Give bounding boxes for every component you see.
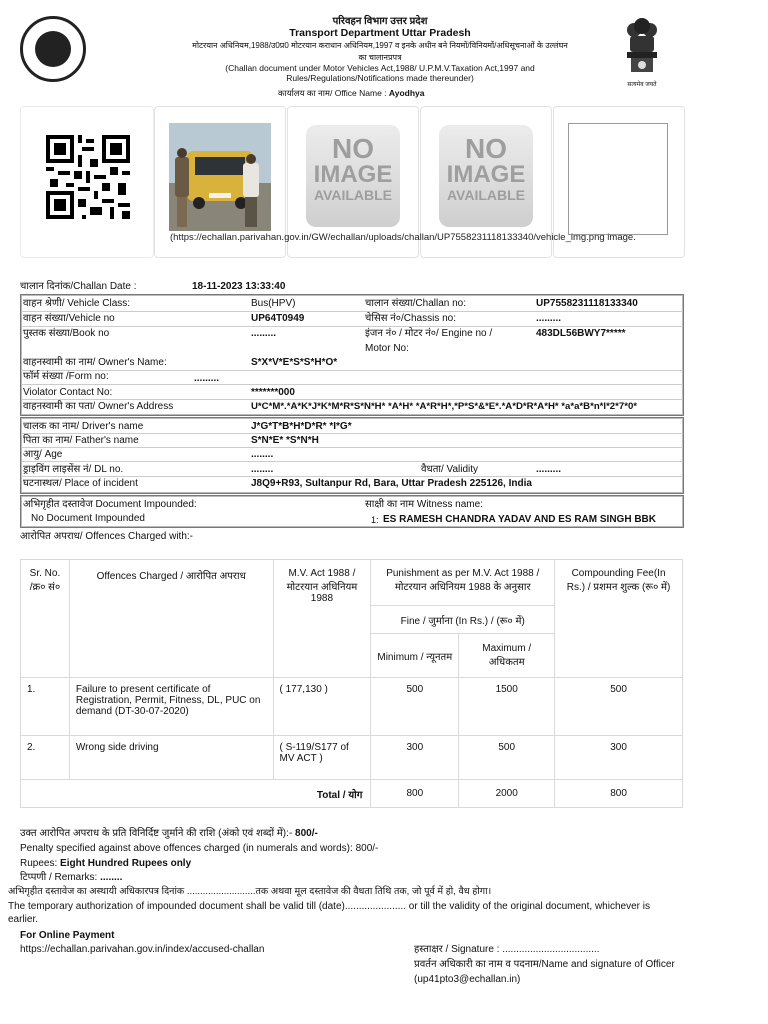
father-name-label: पिता का नाम/ Father's name	[23, 435, 139, 446]
rupees-value: Eight Hundred Rupees only	[60, 858, 192, 869]
header-compounding: Compounding Fee(In Rs.) / प्रशमन शुल्क (रू० में)	[555, 560, 683, 678]
owner-name-value: S*X*V*E*S*S*H*O*	[251, 357, 338, 368]
row-max: 500	[459, 736, 555, 780]
office-name-row	[278, 88, 425, 99]
total-comp: 800	[555, 780, 683, 808]
qr-code-icon	[46, 133, 130, 221]
vehicle-photo	[169, 123, 271, 231]
office-label: कार्यालय का नाम/ Office Name :	[278, 88, 387, 98]
form-no-value: .........	[194, 373, 220, 384]
challan-date-value: 18-11-2023 13:33:40	[192, 281, 286, 292]
document-impounded-label: अभिगृहीत दस्तावेज Document Impounded:	[23, 499, 197, 510]
header-line-3: (Challan document under Motor Vehicles Act,1988/ U.P.M.V.Taxation Act,1997 and	[225, 63, 535, 73]
header-maximum: Maximum / अधिकतम	[459, 634, 555, 678]
officer-email: (up41pto3@echallan.in)	[414, 974, 521, 985]
validity-label: वैधता/ Validity	[421, 464, 479, 475]
table-row	[21, 736, 683, 780]
driver-name-value: J*G*T*B*H*D*R* *I*G*	[251, 421, 352, 432]
total-min: 800	[371, 780, 459, 808]
header-minimum: Minimum / न्यूनतम	[371, 634, 459, 678]
age-value: ........	[251, 449, 274, 460]
row-offence: Failure to present certificate of Registration, Permit, Fitness, DL, PUC on demand (DT-30-07-2020)	[69, 678, 273, 736]
chassis-value: .........	[536, 313, 562, 324]
owner-name-label: वाहनस्वामी का नाम/ Owner's Name:	[23, 357, 167, 368]
vehicle-details-box	[20, 294, 684, 416]
header-act: M.V. Act 1988 / मोटरयान अधिनियम 1988	[273, 560, 371, 678]
online-payment-title: For Online Payment	[20, 930, 115, 941]
rupees-row	[20, 858, 191, 870]
penalty-hindi-value: 800/-	[295, 828, 318, 839]
engine-no-value: 483DL56BWY7*****	[536, 328, 626, 339]
header-fine: Fine / जुर्माना (In Rs.) / (रू० में)	[371, 606, 555, 634]
national-emblem-icon	[622, 16, 662, 90]
contact-value: *******000	[251, 387, 295, 398]
contact-label: Violator Contact No:	[23, 387, 113, 398]
header-line-1: मोटरयान अधिनियम,1988/उ0प्र0 मोटरयान कराधान अधिनियम,1997 व इनके अधीन बने नियमों/विनियमों/अधिसूचनाओं के उल्लंघन	[192, 41, 568, 50]
penalty-english: Penalty specified against above offences charged (in numerals and words): 800/-	[20, 843, 379, 854]
penalty-hindi-row	[20, 828, 318, 840]
witness-label: साक्षी का नाम Witness name:	[365, 499, 483, 510]
remarks-value: ........	[100, 872, 123, 883]
logo-emblem-icon	[35, 31, 71, 67]
impound-witness-box	[20, 495, 684, 528]
place-value: J8Q9+R93, Sultanpur Rd, Bara, Uttar Pradesh 225126, India	[251, 478, 532, 489]
header-line-4: Rules/Regulations/Notifications made thereunder)	[286, 73, 474, 83]
total-label: Total / योग	[21, 780, 371, 808]
age-label: आयु/ Age	[23, 449, 63, 460]
temporary-auth-english-2: earlier.	[8, 914, 39, 925]
driver-details-box	[20, 417, 684, 494]
witness-prefix: 1:	[371, 515, 379, 525]
vehicle-class-value: Bus(HPV)	[251, 298, 296, 309]
row-sr: 2.	[21, 736, 70, 780]
row-min: 300	[371, 736, 459, 780]
row-max: 1500	[459, 678, 555, 736]
no-image-placeholder: NO IMAGE AVAILABLE	[306, 125, 400, 227]
image-url-text: (https://echallan.parivahan.gov.in/GW/echallan/uploads/challan/UP7558231118133340/vehicle_img.png image.	[170, 232, 636, 243]
remarks-label: टिप्पणी / Remarks:	[20, 872, 98, 883]
officer-label: प्रवर्तन अधिकारी का नाम व पदनाम/Name and signature of Officer	[414, 959, 675, 970]
broken-image-icon	[568, 123, 668, 235]
owner-address-label: वाहनस्वामी का पता/ Owner's Address	[23, 401, 174, 412]
temporary-auth-hindi: अभिगृहीत दस्तावेज का अस्थायी अधिकारपत्र दिनांक ..........................तक अथवा मूल दस्तावेज की वैधता तिथि तक, जो पूर्व में हो, वैध होगा।	[8, 886, 492, 897]
total-row	[21, 780, 683, 808]
engine-no-label-2: Motor No:	[365, 343, 409, 354]
up-transport-logo	[20, 16, 86, 82]
book-no-value: .........	[251, 328, 277, 339]
dl-no-label: ड्राइविंग लाइसेंस नं/ DL no.	[23, 464, 124, 475]
book-no-label: पुस्तक संख्या/Book no	[23, 328, 110, 339]
row-comp: 300	[555, 736, 683, 780]
chassis-label: चेसिस नं०/Chassis no:	[365, 313, 457, 324]
header-offence: Offences Charged / आरोपित अपराध	[69, 560, 273, 678]
header-line-2: का चालानप्रपत्र	[358, 53, 402, 62]
row-sr: 1.	[21, 678, 70, 736]
offences-table	[20, 559, 683, 808]
validity-value: .........	[536, 464, 562, 475]
no-image-placeholder: NO IMAGE AVAILABLE	[439, 125, 533, 227]
emblem-caption: सत्यमेव जयते	[627, 82, 657, 88]
online-payment-link[interactable]: https://echallan.parivahan.gov.in/index/accused-challan	[20, 944, 265, 955]
row-act: ( 177,130 )	[273, 678, 371, 736]
title-hindi: परिवहन विभाग उत्तर प्रदेश	[332, 16, 428, 27]
rupees-label: Rupees:	[20, 858, 58, 869]
engine-no-label: इंजन नं० / मोटर नं०/ Engine no /	[365, 328, 493, 339]
row-offence: Wrong side driving	[69, 736, 273, 780]
vehicle-no-label: वाहन संख्या/Vehicle no	[23, 313, 115, 324]
witness-value: ES RAMESH CHANDRA YADAV AND ES RAM SINGH BBK	[383, 514, 656, 525]
dl-no-value: ........	[251, 464, 274, 475]
table-row	[21, 678, 683, 736]
challan-date-label: चालान दिनांक/Challan Date :	[20, 281, 137, 292]
signature-line: हस्ताक्षर / Signature : ...................................	[414, 944, 600, 955]
owner-address-value: U*C*M*.*A*K*J*K*M*R*S*N*H* *A*H* *A*R*H*,*P*S*&*E*.*A*D*R*A*H* *a*a*B*n*l*2*7*0*	[251, 401, 638, 412]
temporary-auth-english-1: The temporary authorization of impounded document shall be valid till (date)...................... or till the validity of the original document, whichever is	[8, 901, 650, 912]
vehicle-no-value: UP64T0949	[251, 313, 305, 324]
document-impounded-value: No Document Impounded	[31, 513, 145, 524]
total-max: 2000	[459, 780, 555, 808]
father-name-value: S*N*E* *S*N*H	[251, 435, 319, 446]
header-punishment: Punishment as per M.V. Act 1988 / मोटरयान अधिनियम 1988 के अनुसार	[371, 560, 555, 606]
qr-card	[20, 106, 154, 258]
challan-no-value: UP7558231118133340	[536, 298, 638, 309]
place-label: घटनास्थल/ Place of incident	[23, 478, 138, 489]
penalty-hindi-label: उक्त आरोपित अपराध के प्रति विनिर्दिष्ट जुर्माने की राशि (अंको एवं शब्दों में):-	[20, 828, 293, 839]
row-comp: 500	[555, 678, 683, 736]
form-no-label: फॉर्म संख्या /Form no:	[23, 371, 109, 382]
remarks-row	[20, 872, 122, 884]
challan-no-label: चालान संख्या/Challan no:	[365, 298, 467, 309]
header-sr-no: Sr. No. /क्र० सं०	[21, 560, 70, 678]
office-name: Ayodhya	[388, 88, 425, 98]
driver-name-label: चालक का नाम/ Driver's name	[23, 421, 144, 432]
offences-caption: आरोपित अपराध/ Offences Charged with:-	[20, 531, 194, 542]
row-min: 500	[371, 678, 459, 736]
vehicle-class-label: वाहन श्रेणी/ Vehicle Class:	[23, 298, 131, 309]
title-english: Transport Department Uttar Pradesh	[289, 27, 471, 39]
row-act: ( S-119/S177 of MV ACT )	[273, 736, 371, 780]
